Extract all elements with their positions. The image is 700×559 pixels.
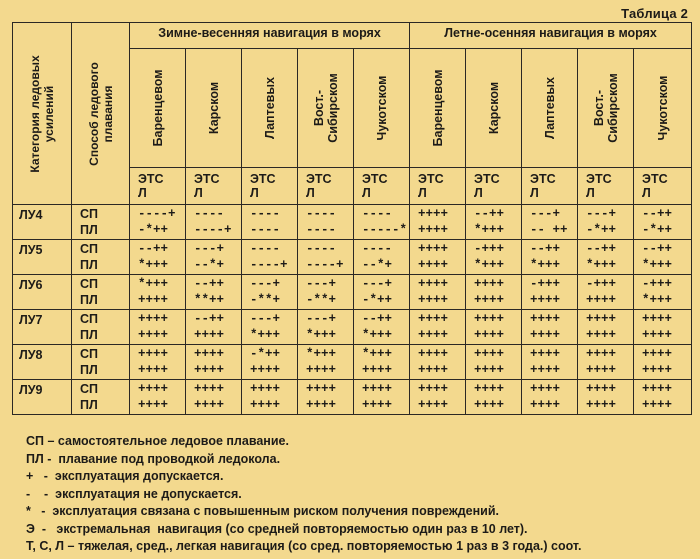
ice-category: ЛУ6	[13, 275, 72, 310]
table-row	[13, 205, 692, 240]
etsl-label: ЭТС Л	[130, 168, 186, 205]
admission-cell: *+++ ++++	[130, 275, 186, 310]
table-row	[13, 310, 692, 345]
admission-cell: -+++ *+++	[634, 275, 692, 310]
ice-category: ЛУ8	[13, 345, 72, 380]
etsl-label: ЭТС Л	[410, 168, 466, 205]
admission-cell: ++++ ++++	[186, 380, 242, 415]
admission-cell: ---+ *+++	[298, 310, 354, 345]
admission-cell: --++ *+++	[522, 240, 578, 275]
legend-line: ПЛ - плавание под проводкой ледокола.	[26, 451, 281, 466]
admission-cell: ---+ -*++	[578, 205, 634, 240]
admission-cell: ++++ ++++	[410, 380, 466, 415]
table-row	[13, 380, 692, 415]
admission-cell: ++++ ++++	[466, 380, 522, 415]
table-row	[13, 275, 692, 310]
legend-line: Т, С, Л – тяжелая, сред., легкая навигация (со сред. повторяемостью 1 раз в 3 года.) соот.	[26, 539, 582, 553]
summer-autumn-header: Летне-осенняя навигация в морях	[410, 23, 692, 49]
sea-header: Лаптевых	[522, 49, 578, 168]
admission-cell: --++ *+++	[130, 240, 186, 275]
admission-cell: ---- ----	[242, 205, 298, 240]
navigation-mode: СП ПЛ	[72, 310, 130, 345]
admission-cell: ---+ -**+	[242, 275, 298, 310]
admission-cell: ---- -----*	[354, 205, 410, 240]
etsl-label: ЭТС Л	[242, 168, 298, 205]
admission-cell: ++++ ++++	[130, 380, 186, 415]
admission-cell: ++++ ++++	[578, 380, 634, 415]
navigation-mode: СП ПЛ	[72, 380, 130, 415]
etsl-label: ЭТС Л	[578, 168, 634, 205]
ice-category: ЛУ7	[13, 310, 72, 345]
admission-cell: --++ -*++	[634, 205, 692, 240]
sea-header: Лаптевых	[242, 49, 298, 168]
ice-category: ЛУ4	[13, 205, 72, 240]
admission-cell: ---- ----+	[242, 240, 298, 275]
admission-cell: ++++ ++++	[634, 310, 692, 345]
admission-cell: ++++ ++++	[578, 345, 634, 380]
admission-cell: ---- --*+	[354, 240, 410, 275]
etsl-label: ЭТС Л	[634, 168, 692, 205]
category-header: Категория ледовых усилений	[13, 23, 72, 205]
navigation-mode: СП ПЛ	[72, 275, 130, 310]
mode-header: Способ ледового плавания	[72, 23, 130, 205]
ice-navigation-table	[12, 22, 692, 415]
admission-cell: ++++ ++++	[130, 345, 186, 380]
admission-cell: ++++ ++++	[466, 345, 522, 380]
admission-cell: ---+ --*+	[186, 240, 242, 275]
admission-cell: --++ ++++	[186, 310, 242, 345]
admission-cell: ++++ ++++	[634, 345, 692, 380]
admission-cell: ---+ -*++	[354, 275, 410, 310]
admission-cell: ++++ ++++	[410, 345, 466, 380]
admission-cell: ++++ ++++	[466, 310, 522, 345]
admission-cell: ++++ ++++	[186, 345, 242, 380]
sea-header: Баренцевом	[410, 49, 466, 168]
admission-cell: --++ *+++	[354, 310, 410, 345]
admission-cell: ++++ ++++	[466, 275, 522, 310]
admission-cell: --++ *+++	[578, 240, 634, 275]
sea-header: Карском	[186, 49, 242, 168]
admission-cell: -+++ *+++	[466, 240, 522, 275]
table-caption: Таблица 2	[621, 6, 688, 21]
admission-cell: -+++ ++++	[578, 275, 634, 310]
navigation-mode: СП ПЛ	[72, 205, 130, 240]
admission-cell: ++++ ++++	[410, 275, 466, 310]
admission-cell: ++++ ++++	[522, 310, 578, 345]
legend-line: * - эксплуатация связана с повышенным риском получения повреждений.	[26, 504, 499, 518]
admission-cell: ++++ ++++	[130, 310, 186, 345]
sea-header: Вост.- Сибирском	[578, 49, 634, 168]
legend-line: - - эксплуатация не допускается.	[26, 486, 242, 501]
admission-cell: --++ *+++	[634, 240, 692, 275]
winter-spring-header: Зимне-весенняя навигация в морях	[130, 23, 410, 49]
etsl-label: ЭТС Л	[522, 168, 578, 205]
admission-cell: ---- ----	[298, 205, 354, 240]
admission-cell: ---+ -- ++	[522, 205, 578, 240]
legend-line: + - эксплуатация допускается.	[26, 469, 224, 483]
sea-header: Чукотском	[354, 49, 410, 168]
legend-line: СП – самостоятельное ледовое плавание.	[26, 434, 289, 448]
admission-cell: ++++ ++++	[410, 205, 466, 240]
etsl-label: ЭТС Л	[186, 168, 242, 205]
table-row	[13, 345, 692, 380]
etsl-label: ЭТС Л	[298, 168, 354, 205]
admission-cell: ---+ *+++	[242, 310, 298, 345]
admission-cell: ++++ ++++	[298, 380, 354, 415]
navigation-mode: СП ПЛ	[72, 345, 130, 380]
ice-category: ЛУ9	[13, 380, 72, 415]
admission-cell: ++++ ++++	[410, 310, 466, 345]
legend-line: Э - экстремальная навигация (со средней повторяемостью один раз в 10 лет).	[26, 521, 528, 536]
admission-cell: -*++ ++++	[242, 345, 298, 380]
etsl-label: ЭТС Л	[354, 168, 410, 205]
admission-cell: ++++ ++++	[354, 380, 410, 415]
admission-cell: ++++ ++++	[578, 310, 634, 345]
admission-cell: --++ **++	[186, 275, 242, 310]
admission-cell: ++++ ++++	[522, 380, 578, 415]
etsl-label: ЭТС Л	[466, 168, 522, 205]
admission-cell: ---- ----+	[186, 205, 242, 240]
sea-header: Вост.- Сибирском	[298, 49, 354, 168]
admission-cell: -+++ ++++	[522, 275, 578, 310]
admission-cell: --++ *+++	[466, 205, 522, 240]
table-row	[13, 240, 692, 275]
sea-header: Чукотском	[634, 49, 692, 168]
admission-cell: ----+ -*++	[130, 205, 186, 240]
sea-header: Баренцевом	[130, 49, 186, 168]
admission-cell: ++++ ++++	[634, 380, 692, 415]
admission-cell: *+++ ++++	[298, 345, 354, 380]
admission-cell: ++++ ++++	[522, 345, 578, 380]
admission-cell: ++++ ++++	[242, 380, 298, 415]
admission-cell: ---- ----+	[298, 240, 354, 275]
admission-cell: ++++ ++++	[410, 240, 466, 275]
admission-cell: *+++ ++++	[354, 345, 410, 380]
ice-category: ЛУ5	[13, 240, 72, 275]
navigation-mode: СП ПЛ	[72, 240, 130, 275]
sea-header: Карском	[466, 49, 522, 168]
legend	[26, 433, 581, 556]
admission-cell: ---+ -**+	[298, 275, 354, 310]
